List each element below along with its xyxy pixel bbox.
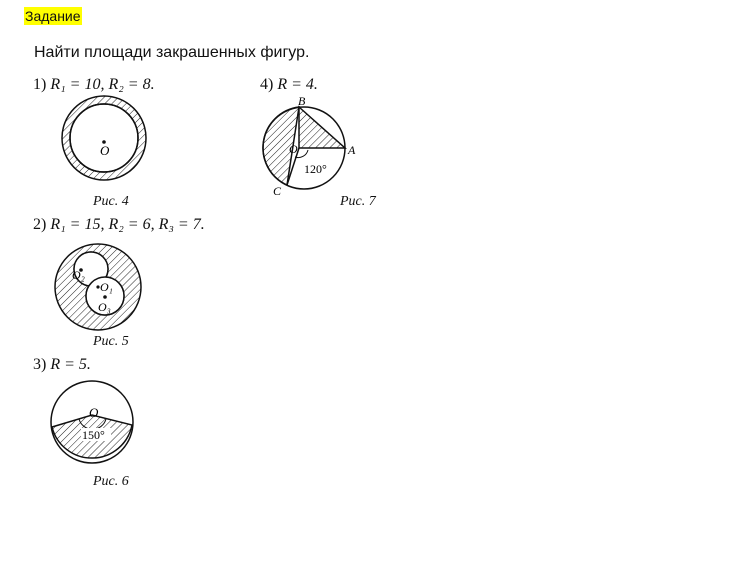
caption-fig-5: Рис. 5 bbox=[93, 334, 129, 349]
problem-4-statement bbox=[260, 76, 318, 94]
problem-1-number: 1) bbox=[33, 76, 47, 93]
inner-circle bbox=[70, 104, 138, 172]
figure-6 bbox=[51, 381, 141, 471]
label-a: A bbox=[348, 143, 356, 157]
problem-2-condition: R₁ = 15, R₂ = 6, R₃ = 7. bbox=[50, 216, 205, 233]
assignment-tag: Задание bbox=[25, 8, 81, 24]
figure-5 bbox=[54, 241, 154, 336]
figure-4 bbox=[50, 95, 160, 195]
center-label: O bbox=[100, 143, 110, 158]
problem-4-number: 4) bbox=[260, 76, 274, 93]
problem-3-condition: R = 5. bbox=[50, 356, 91, 373]
problem-1-condition: R₁ = 10, R₂ = 8. bbox=[50, 76, 155, 93]
problem-2-number: 2) bbox=[33, 216, 47, 233]
figure-7 bbox=[262, 95, 372, 205]
center-label: O bbox=[89, 405, 99, 420]
problem-3-statement bbox=[33, 356, 91, 374]
problem-3-number: 3) bbox=[33, 356, 47, 373]
problem-1-statement bbox=[33, 76, 155, 94]
sector-shaded bbox=[299, 107, 345, 148]
angle-label: 150° bbox=[82, 428, 105, 442]
problem-2-statement bbox=[33, 216, 205, 234]
label-o1: O₁ bbox=[100, 280, 113, 294]
caption-fig-4: Рис. 4 bbox=[93, 194, 129, 209]
caption-fig-6: Рис. 6 bbox=[93, 474, 129, 489]
caption-fig-7: Рис. 7 bbox=[340, 194, 376, 209]
problem-4-condition: R = 4. bbox=[277, 76, 318, 93]
label-b: B bbox=[298, 94, 306, 108]
ring-shaded bbox=[62, 96, 146, 180]
label-c: C bbox=[273, 184, 282, 198]
task-heading: Найти площади закрашенных фигур. bbox=[34, 44, 310, 61]
label-o2: O₂ bbox=[72, 268, 85, 282]
angle-label: 120° bbox=[304, 162, 327, 176]
label-o: O bbox=[289, 142, 298, 156]
point-o3 bbox=[103, 295, 107, 299]
label-o3: O₃ bbox=[98, 300, 111, 314]
